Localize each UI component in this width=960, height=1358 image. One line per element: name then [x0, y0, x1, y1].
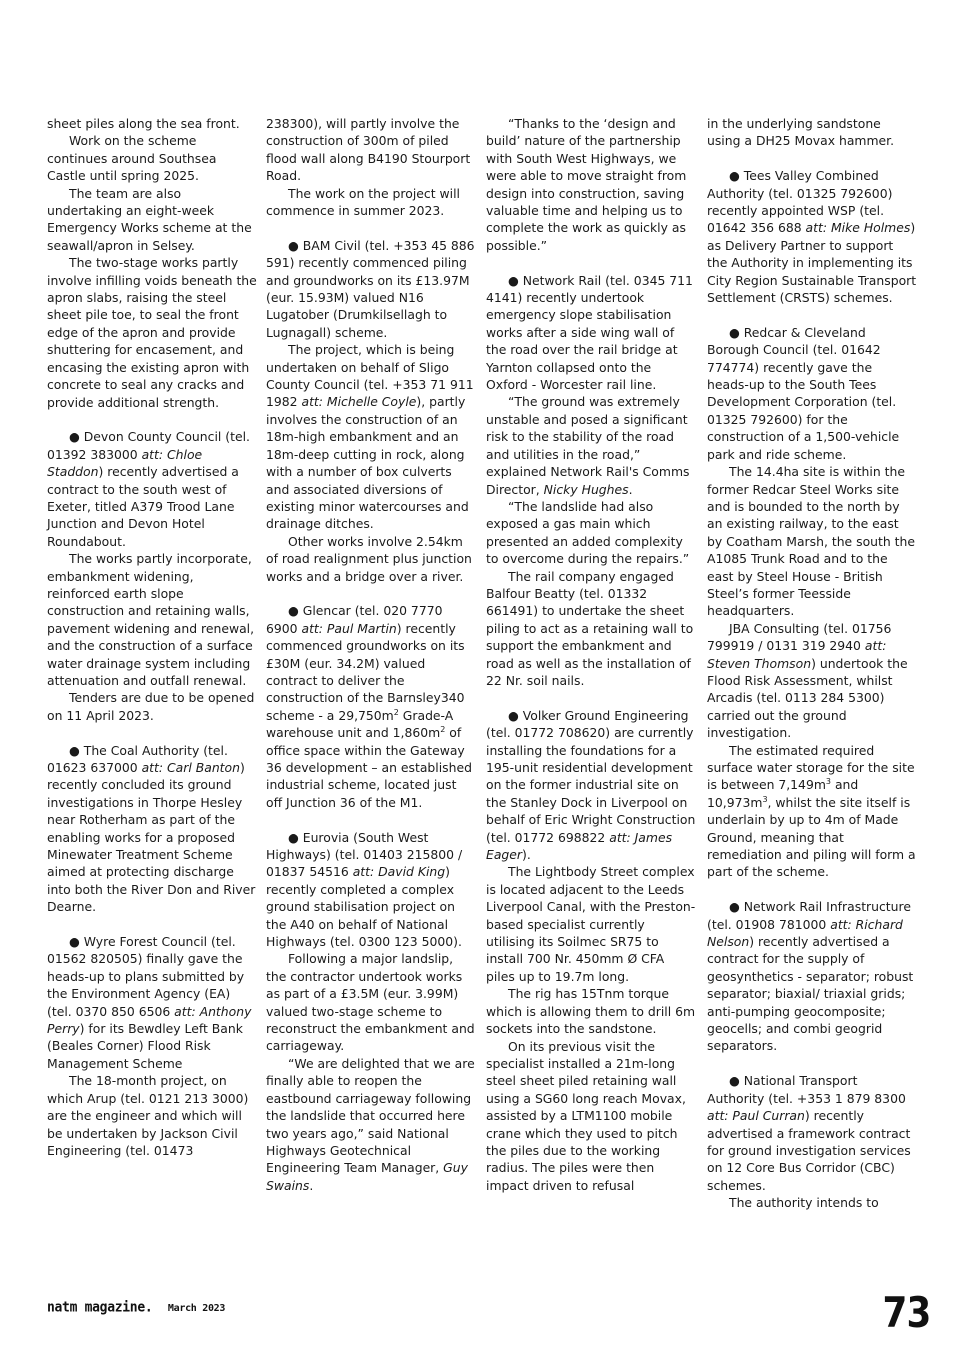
magazine-name: natm magazine. [47, 1299, 153, 1316]
article-paragraph: ● Tees Valley Combined Authority (tel. 01325 792600) recently appointed WSP (tel. 01642 356 688 att: Mike Holmes) as Delivery Partner to support the Authority in implementing its City Region Sustainable Transport Settlement (CRSTS) schemes. [707, 168, 917, 306]
article-paragraph: The works partly incorporate, embankment widening, reinforced earth slope construction and retaining walls, pavement widening and renewal, and the construction of a surface water drainage system including attenuation and outfall renewal. [47, 551, 255, 688]
article-paragraph: ● Network Rail (tel. 0345 711 4141) recently undertook emergency slope stabilisation works after a side wing wall of the road over the rail bridge at Yarnton collapsed onto the Oxford - Worcester rail line. [486, 272, 693, 393]
article-paragraph: ● Glencar (tel. 020 7770 6900 att: Paul Martin) recently commenced groundworks on its £30M (eur. 34.2M) valued contract to deliver the construction of the Barnsley340 scheme - a $29,750m^2$ Grade-A warehouse unit and $1,860m^2$ of office space within the Gateway 36 development – an established industrial scheme, located just off Junction 36 of the M1. [266, 603, 472, 810]
article-paragraph: The project, which is being undertaken on behalf of Sligo County Council (tel. +353 71 911 1982 att: Michelle Coyle), partly involves the construction of an 18m-high embankment and an 18m-deep cutting in rock, along with a number of box culverts and associated diversions of existing minor watercourses and drainage ditches. [266, 342, 474, 532]
footer-magazine-credit [47, 1300, 225, 1315]
article-paragraph: Other works involve 2.54km of road realignment plus junction works and a bridge over a river. [266, 533, 472, 584]
article-paragraph: ● Eurovia (South West Highways) (tel. 01403 215800 / 01837 54516 att: David King) recently completed a complex ground stabilisation project on the A40 on behalf of National Highways (tel. 0300 123 5000). [266, 829, 463, 950]
article-paragraph: ● National Transport Authority (tel. +353 1 879 8300 att: Paul Curran) recently advertised a framework contract for ground investigation services on 12 Core Bus Corridor (CBC) schemes. [707, 1073, 911, 1193]
article-paragraph: The rig has 15Tnm torque which is allowing them to drill 6m sockets into the sandstone. [486, 986, 696, 1037]
article-paragraph: The 14.4ha site is within the former Redcar Steel Works site and is bounded to the north by an existing railway, to the east by Coatham Marsh, the south the A1085 Trunk Road and to the east by Steel House - British Steel’s former Teesside headquarters. [707, 464, 915, 619]
article-paragraph: Work on the scheme continues around Southsea Castle until spring 2025. [47, 133, 217, 184]
text-column-1 [47, 115, 257, 1159]
article-paragraph: “The ground was extremely unstable and posed a significant risk to the stability of the road and utilities in the road,” explained Network Rail's Comms Director, Nicky Hughes. [486, 394, 690, 497]
article-paragraph: “The landslide had also exposed a gas main which presented an added complexity to overcome during the repairs.” [486, 498, 690, 567]
article-paragraph: ● Redcar & Cleveland Borough Council (tel. 01642 774774) recently gave the heads-up to the South Tees Development Corporation (tel. 01325 792600) for the construction of a 1,500-vehicle park and ride scheme. [707, 324, 900, 462]
article-paragraph: ● The Coal Authority (tel. 01623 637000 att: Carl Banton) recently concluded its ground investigations in Thorpe Hesley near Rotherham as part of the enabling works for a proposed Minewater Treatment Scheme aimed at protecting discharge into both the River Don and River Dearne. [47, 742, 256, 915]
article-paragraph: “We are delighted that we are finally able to reopen the eastbound carriageway following the landslide that occurred here two years ago,” said National Highways Geotechnical Engineering Team Manager, Guy Swains. [266, 1055, 475, 1193]
article-paragraph: sheet piles along the sea front. [47, 116, 240, 131]
article-paragraph: ● Wyre Forest Council (tel. 01562 820505) finally gave the heads-up to plans submitted by the Environment Agency (EA) (tel. 0370 850 6506 att: Anthony Perry) for its Bewdley Left Bank (Beales Corner) Flood Risk Management Scheme [47, 934, 252, 1071]
text-column-4 [707, 115, 917, 1212]
text-column-3 [486, 115, 696, 1194]
article-paragraph: in the underlying sandstone using a DH25 Movax hammer. [707, 116, 895, 149]
page-number: 73 [882, 1288, 930, 1337]
text-column-2 [266, 115, 476, 1194]
article-paragraph: 238300), will partly involve the construction of 300m of piled flood wall along B4190 Stourport Road. [266, 116, 471, 184]
article-paragraph: ● Network Rail Infrastructure (tel. 01908 781000 att: Richard Nelson) recently advertised a contract for the supply of geosynthetics - separator; robust separator; biaxial/ triaxial grids; anti-pumping geocomposite; geocells; and combi geogrid separators. [707, 899, 914, 1054]
issue-date: March 2023 [167, 1303, 226, 1314]
article-paragraph: Following a major landslip, the contractor undertook works as part of a £3.5M (eur. 3.99M) valued two-stage scheme to reconstruct the embankment and carriageway. [266, 951, 475, 1054]
article-paragraph: The rail company engaged Balfour Beatty (tel. 01332 661491) to undertake the sheet piling to act as a retaining wall to support the embankment and road as well as the installation of 22 Nr. soil nails. [486, 568, 694, 688]
article-paragraph: On its previous visit the specialist installed a 21m-long steel sheet piled retaining wall using a SG60 long reach Movax, assisted by a LTM1100 mobile crane which they used to pitch the piles due to the working radius. The piles were then impact driven to refusal [486, 1038, 686, 1193]
article-paragraph: Tenders are due to be opened on 11 April 2023. [47, 690, 255, 723]
article-paragraph: The estimated required surface water storage for the site is between $7,149m^3$ and $10,973m^3$, whilst the site itself is underlain by up to 4m of Made Ground, meaning that remediation and piling will form a part of the scheme. [707, 742, 916, 880]
article-paragraph: The Lightbody Street complex is located adjacent to the Leeds Liverpool Canal, with the Preston-based specialist currently utilising its Soilmec SR75 to install 700 Nr. 450mm Ø CFA piles up to 19.7m long. [486, 864, 696, 984]
article-paragraph: ● Volker Ground Engineering (tel. 01772 708620) are currently installing the foundations for a 195-unit residential development on the former industrial site on the Stanley Dock in Liverpool on behalf of Eric Wright Construction (tel. 01772 698822 att: James Eager). [486, 707, 696, 863]
article-paragraph: “Thanks to the ‘design and build’ nature of the partnership with South West Highways, we were able to move straight from design into construction, saving valuable time and helping us to complete the work as quickly as possible.” [486, 116, 687, 253]
article-paragraph: The two-stage works partly involve infilling voids beneath the apron slabs, raising the steel sheet pile toe, to seal the front edge of the apron and provide shuttering for encasement, and encasing the existing apron with concrete to seal any cracks and provide additional strength. [47, 255, 257, 410]
article-paragraph: JBA Consulting (tel. 01756 799919 / 0131 319 2940 att: Steven Thomson) undertook the Flood Risk Assessment, whilst Arcadis (tel. 0113 284 5300) carried out the ground investigation. [707, 620, 908, 741]
article-paragraph: ● Devon County Council (tel. 01392 383000 att: Chloe Staddon) recently advertised a contract to the south west of Exeter, titled A379 Trood Lane Junction and Devon Hotel Roundabout. [47, 429, 250, 549]
article-paragraph: The work on the project will commence in summer 2023. [266, 185, 460, 219]
article-paragraph: The team are also undertaking an eight-week Emergency Works scheme at the seawall/apron in Selsey. [47, 185, 252, 253]
article-paragraph: The authority intends to [729, 1195, 879, 1211]
article-paragraph: The 18-month project, on which Arup (tel. 0121 213 3000) are the engineer and which will be undertaken by Jackson Civil Engineering (tel. 01473 [47, 1073, 249, 1158]
article-paragraph: ● BAM Civil (tel. +353 45 886 591) recently commenced piling and groundworks on its £13.97M (eur. 15.93M) valued N16 Lugatober (Drumkilsellagh to Lugnagall) scheme. [266, 237, 475, 340]
